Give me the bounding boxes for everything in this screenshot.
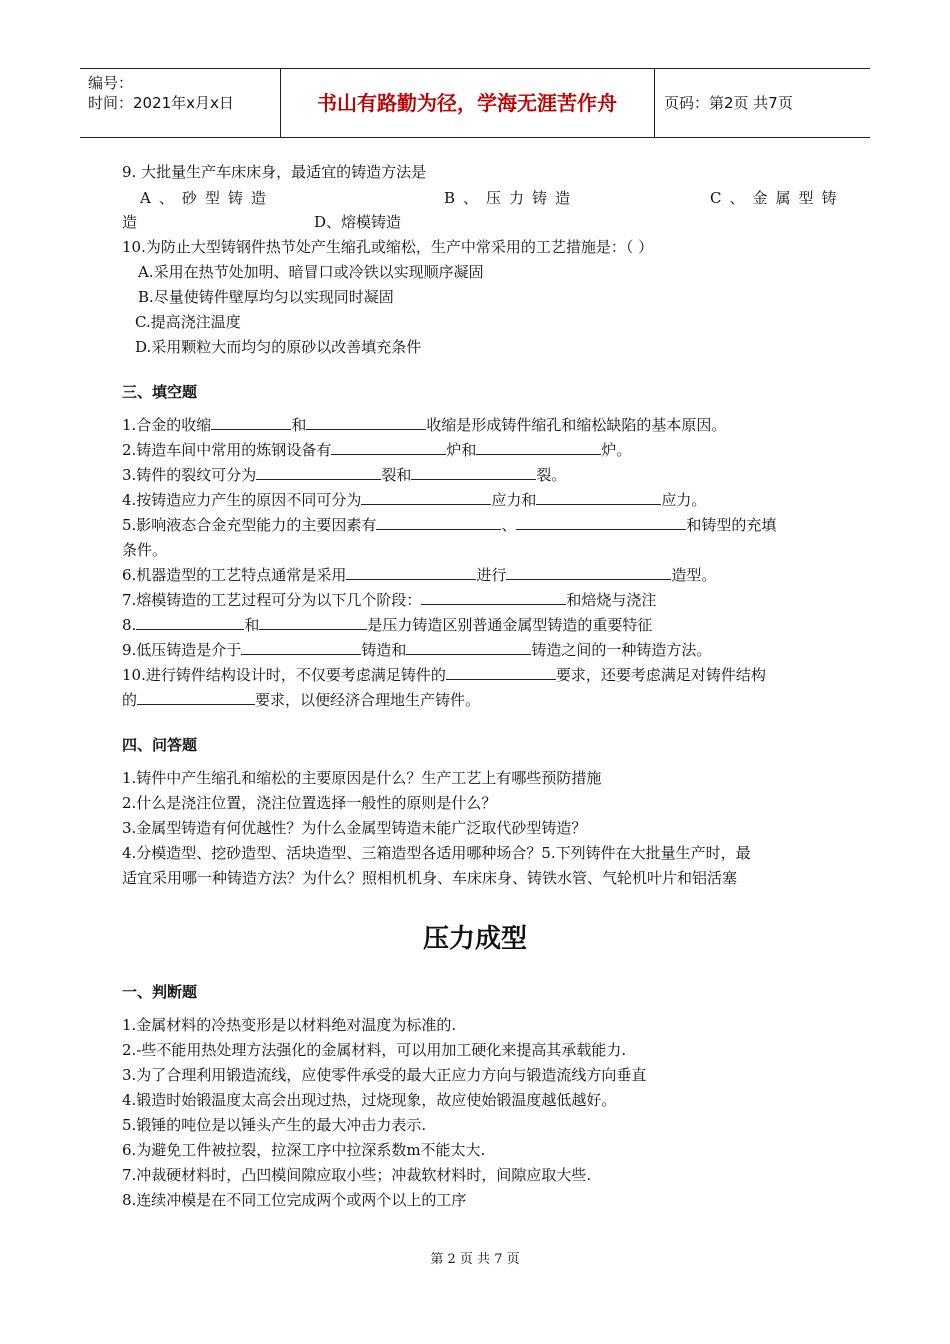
- qa-item-3: 3.金属型铸造有何优越性？为什么金属型铸造未能广泛取代砂型铸造？: [122, 819, 587, 837]
- qa-item-4-cont: 适宜采用哪一种铸造方法？为什么？照相机机身、车床床身、铸铁水管、气轮机叶片和铝活塞: [122, 869, 738, 887]
- fill-item-8: 8. 和 是压力铸造区别普通金属型铸造的重要特征: [122, 616, 653, 634]
- judge-item: 7.冲裁硬材料时，凸凹模间隙应取小些；冲裁软材料时，间隙应取大些.: [122, 1166, 592, 1184]
- qa-item-2: 2.什么是浇注位置，浇注位置选择一般性的原则是什么？: [122, 794, 497, 812]
- option-c-cont: 造: [122, 213, 138, 231]
- option-d: D、熔模铸造: [314, 213, 402, 231]
- fill-item-6: 6.机器造型的工艺特点通常是采用 进行 造型。: [122, 566, 717, 584]
- header-divider: [654, 69, 655, 137]
- header-info: [88, 73, 278, 113]
- fill-item-5: 5.影响液态合金充型能力的主要因素有 、 和铸型的充填: [122, 516, 777, 534]
- fill-item-4: 4.按铸造应力产生的原因不同可分为 应力和 应力。: [122, 491, 707, 509]
- judge-item: 8.连续冲模是在不同工位完成两个或两个以上的工序: [122, 1191, 467, 1209]
- judge-item: 2.-些不能用热处理方法强化的金属材料，可以用加工硬化来提高其承载能力.: [122, 1041, 627, 1059]
- page-header: [80, 68, 870, 138]
- judge-item: 1.金属材料的冷热变形是以材料绝对温度为标准的.: [122, 1016, 457, 1034]
- fill-item-5-cont: 条件。: [122, 541, 168, 559]
- option-d: D.采用颗粒大而均匀的原砂以改善填充条件: [135, 338, 422, 356]
- fill-item-7: 7.熔模铸造的工艺过程可分为以下几个阶段： 和焙烧与浇注: [122, 591, 657, 609]
- fill-item-10-cont: 的 要求，以便经济合理地生产铸件。: [122, 691, 481, 709]
- option-c: C、金属型铸: [710, 189, 845, 207]
- option-a: A、砂型铸造: [140, 189, 274, 207]
- header-divider: [280, 69, 281, 137]
- judge-item: 3.为了合理利用锻造流线，应使零件承受的最大正应力方向与锻造流线方向垂直: [122, 1066, 647, 1084]
- section-heading-qa: 四、问答题: [122, 736, 198, 754]
- judge-item: 5.锻锤的吨位是以锤头产生的最大冲击力表示.: [122, 1116, 427, 1134]
- question-10: 10.为防止大型铸钢件热节处产生缩孔或缩松，生产中常采用的工艺措施是：（ ）: [122, 238, 654, 256]
- option-c: C.提高浇注温度: [135, 313, 241, 331]
- qa-item-1: 1.铸件中产生缩孔和缩松的主要原因是什么？生产工艺上有哪些预防措施: [122, 769, 602, 787]
- date-label: 时间：2021年x月x日: [88, 94, 234, 112]
- fill-item-3: 3.铸件的裂纹可分为 裂和 裂。: [122, 466, 567, 484]
- judge-item: 6.为避免工件被拉裂，拉深工序中拉深系数m不能太大.: [122, 1141, 486, 1159]
- qa-item-4: 4.分模造型、挖砂造型、活块造型、三箱造型各适用哪种场合？5.下列铸件在大批量生产时，最: [122, 844, 751, 862]
- section-heading-fill: 三、填空题: [122, 383, 198, 401]
- header-motto: 书山有路勤为径，学海无涯苦作舟: [317, 91, 617, 115]
- page-footer: 第 2 页 共 7 页: [430, 1252, 520, 1267]
- judge-item: 4.锻造时始锻温度太高会出现过热，过烧现象，故应使始锻温度越低越好。: [122, 1091, 617, 1109]
- header-page-info: 页码：第2页 共7页: [664, 94, 793, 112]
- fill-item-1: 1.合金的收缩 和 收缩是形成铸件缩孔和缩松缺陷的基本原因。: [122, 416, 727, 434]
- number-label: 编号：: [88, 74, 134, 92]
- question-9: 9. 大批量生产车床床身，最适宜的铸造方法是: [122, 163, 427, 181]
- section-title: 压力成型: [422, 924, 527, 954]
- option-b: B.尽量使铸件壁厚均匀以实现同时凝固: [138, 288, 394, 306]
- option-a: A.采用在热节处加明、暗冒口或冷铁以实现顺序凝固: [138, 263, 484, 281]
- option-b: B、压力铸造: [444, 189, 579, 207]
- fill-item-2: 2.铸造车间中常用的炼钢设备有 炉和 炉。: [122, 441, 632, 459]
- fill-item-9: 9.低压铸造是介于 铸造和 铸造之间的一种铸造方法。: [122, 641, 712, 659]
- section-heading-judge: 一、判断题: [122, 983, 198, 1001]
- fill-item-10: 10.进行铸件结构设计时，不仅要考虑满足铸件的 要求，还要考虑满足对铸件结构: [122, 666, 766, 684]
